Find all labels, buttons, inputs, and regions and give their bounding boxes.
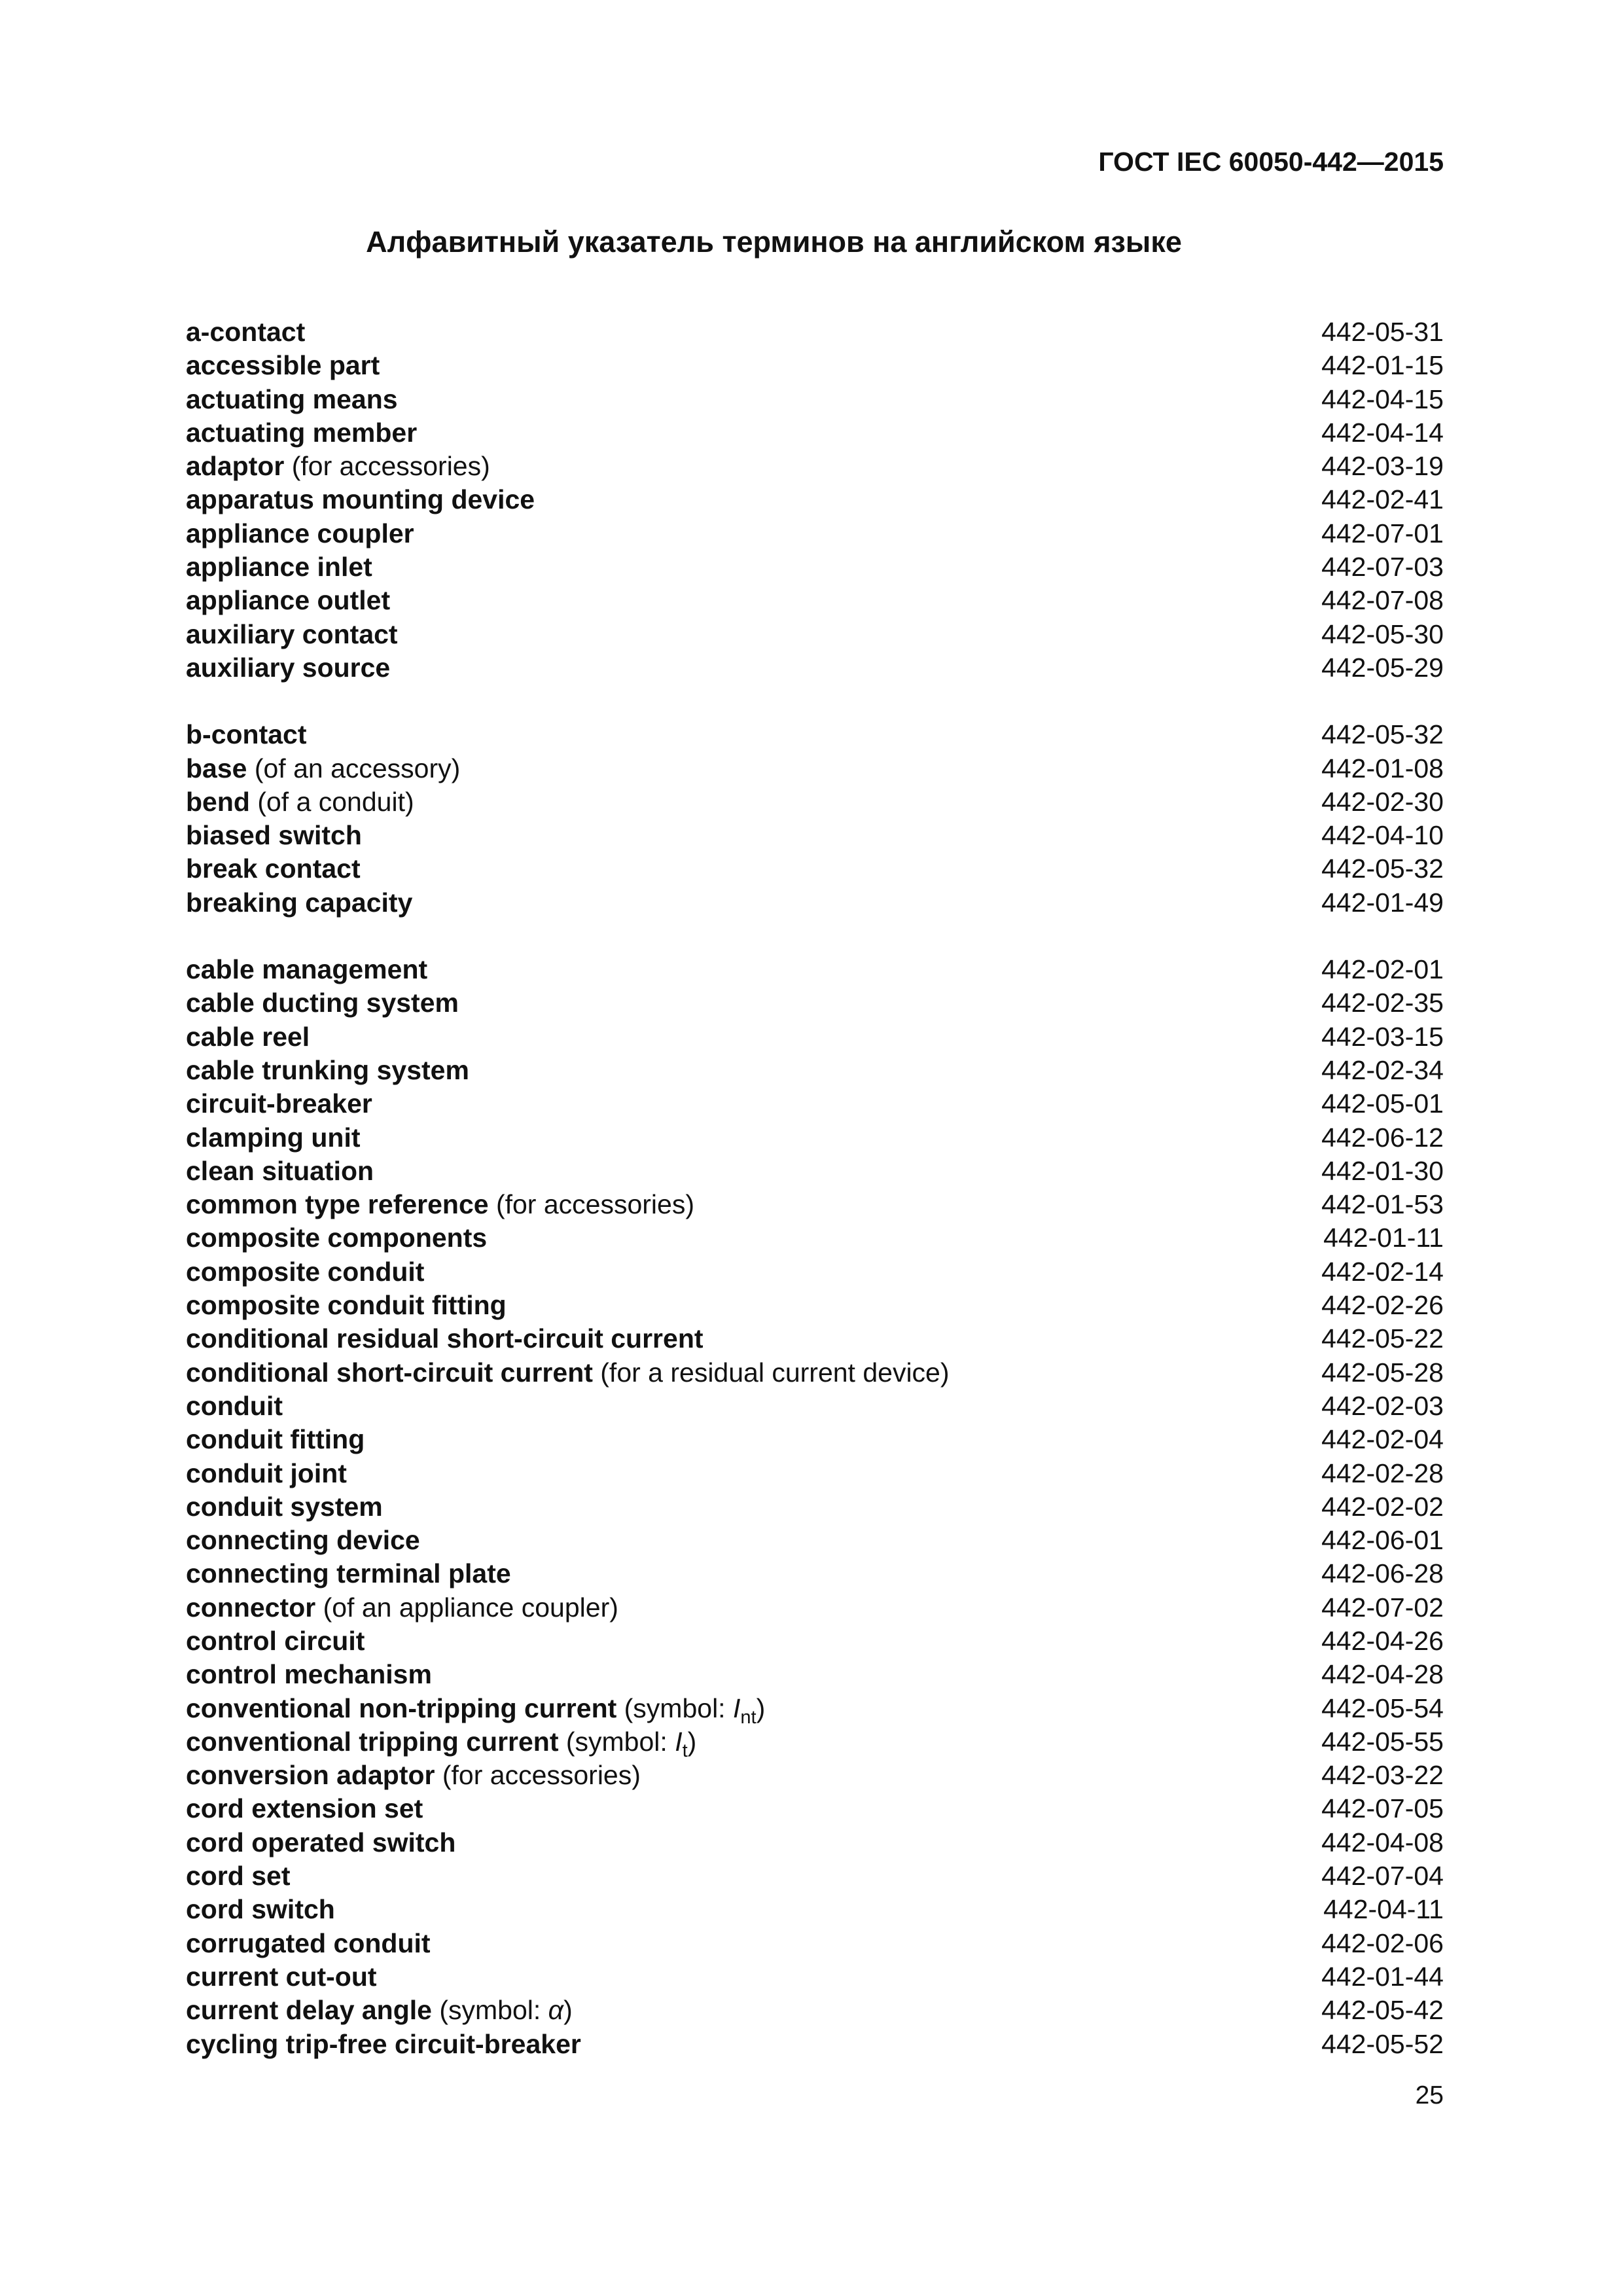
index-term: [186, 483, 535, 516]
index-entry: [186, 1859, 1444, 1893]
index-entry: [186, 886, 1444, 920]
index-term: [186, 819, 362, 852]
index-term: [186, 315, 305, 349]
index-term: [186, 852, 361, 886]
index-entry: [186, 1624, 1444, 1658]
index-term: [186, 584, 390, 617]
term-text: conventional tripping current: [186, 1726, 559, 1757]
index-term: [186, 1927, 431, 1960]
term-reference-number: 442-01-53: [1321, 1189, 1444, 1220]
index-entry: [186, 2028, 1444, 2061]
term-reference-number: 442-04-15: [1321, 384, 1444, 414]
index-entry: [186, 416, 1444, 450]
term-reference-number: 442-05-22: [1321, 1323, 1444, 1354]
term-qualifier: (of an accessory): [247, 753, 461, 783]
index-entry: [186, 1356, 1444, 1390]
term-reference-number: 442-05-42: [1321, 1995, 1444, 2026]
index-term: [186, 550, 372, 584]
term-text: composite components: [186, 1223, 488, 1253]
term-symbol: α: [548, 1995, 564, 2026]
term-reference-number: 442-05-32: [1321, 719, 1444, 750]
term-text: cord switch: [186, 1894, 335, 1925]
index-entry: [186, 752, 1444, 785]
term-reference-number: 442-07-02: [1321, 1592, 1444, 1623]
term-text: conduit fitting: [186, 1424, 365, 1455]
term-qualifier-end: ): [563, 1995, 573, 2026]
index-term: [186, 1087, 372, 1121]
term-text: accessible part: [186, 350, 380, 381]
term-text: biased switch: [186, 820, 362, 851]
index-title: Алфавитный указатель терминов на английском языке: [366, 225, 1182, 259]
term-text: breaking capacity: [186, 887, 413, 918]
index-term: [186, 1289, 507, 1322]
term-text: conditional short-circuit current: [186, 1357, 593, 1388]
index-term: [186, 1524, 420, 1557]
index-letter-group: [186, 718, 1444, 920]
index-term: [186, 1255, 424, 1289]
term-reference-number: 442-04-26: [1321, 1625, 1444, 1656]
term-text: connector: [186, 1592, 316, 1623]
index-term: [186, 517, 414, 550]
index-entry: [186, 1826, 1444, 1859]
index-term: [186, 1457, 347, 1490]
term-qualifier: (symbol:: [431, 1995, 548, 2026]
index-entry: [186, 450, 1444, 483]
term-text: break contact: [186, 853, 361, 884]
index-entry: [186, 1121, 1444, 1155]
term-reference-number: 442-03-19: [1321, 451, 1444, 482]
term-text: adaptor: [186, 451, 285, 482]
index-entry: [186, 852, 1444, 886]
term-reference-number: 442-07-04: [1321, 1861, 1444, 1892]
index-term: [186, 986, 459, 1020]
term-reference-number: 442-05-01: [1321, 1088, 1444, 1119]
term-reference-number: 442-01-49: [1321, 887, 1444, 918]
term-reference-number: 442-01-11: [1323, 1223, 1444, 1253]
term-text: corrugated conduit: [186, 1928, 431, 1958]
term-text: conduit system: [186, 1491, 383, 1522]
index-term: [186, 416, 417, 450]
term-text: apparatus mounting device: [186, 484, 535, 515]
index-entry: [186, 1188, 1444, 1221]
term-symbol: I: [675, 1726, 683, 1757]
index-term: [186, 1054, 469, 1087]
term-text: control circuit: [186, 1625, 365, 1656]
index-entry: [186, 1221, 1444, 1255]
term-qualifier: (symbol:: [558, 1726, 675, 1757]
term-reference-number: 442-02-03: [1321, 1390, 1444, 1421]
term-text: current cut-out: [186, 1961, 377, 1992]
term-reference-number: 442-06-12: [1321, 1122, 1444, 1153]
index-term: [186, 1356, 950, 1390]
index-entry: [186, 1423, 1444, 1456]
index-entry: [186, 315, 1444, 349]
term-text: base: [186, 753, 247, 783]
term-text: conduit: [186, 1390, 283, 1421]
term-reference-number: 442-02-01: [1321, 954, 1444, 985]
term-text: conditional residual short-circuit current: [186, 1323, 704, 1354]
term-text: cord extension set: [186, 1793, 423, 1824]
term-reference-number: 442-02-30: [1321, 786, 1444, 817]
index-term: [186, 1893, 335, 1926]
index-term: [186, 450, 490, 483]
index-entry: [186, 483, 1444, 516]
index-term: [186, 1658, 432, 1691]
index-entry: [186, 584, 1444, 617]
term-text: cord operated switch: [186, 1827, 456, 1857]
term-index-list: [186, 315, 1444, 2061]
index-term: [186, 1188, 694, 1221]
term-qualifier: (of a conduit): [249, 786, 414, 817]
term-qualifier: (symbol:: [616, 1693, 733, 1723]
index-entry: [186, 1390, 1444, 1423]
term-text: control mechanism: [186, 1659, 432, 1690]
index-entry: [186, 1087, 1444, 1121]
term-text: connecting terminal plate: [186, 1558, 511, 1589]
index-entry: [186, 1490, 1444, 1524]
term-reference-number: 442-07-08: [1321, 585, 1444, 616]
index-entry: [186, 1054, 1444, 1087]
index-term: [186, 1759, 641, 1792]
term-reference-number: 442-03-22: [1321, 1760, 1444, 1791]
index-entry: [186, 517, 1444, 550]
term-text: conduit joint: [186, 1458, 347, 1488]
term-reference-number: 442-05-54: [1321, 1693, 1444, 1723]
term-text: cable reel: [186, 1021, 310, 1052]
index-entry: [186, 1960, 1444, 1994]
term-qualifier: (for a residual current device): [592, 1357, 950, 1388]
index-entry: [186, 785, 1444, 819]
term-qualifier-end: ): [756, 1693, 766, 1723]
index-term: [186, 349, 380, 382]
index-entry: [186, 1692, 1444, 1728]
term-text: clamping unit: [186, 1122, 361, 1153]
term-text: current delay angle: [186, 1995, 432, 2026]
term-reference-number: 442-02-28: [1321, 1458, 1444, 1488]
term-reference-number: 442-02-04: [1321, 1424, 1444, 1455]
term-reference-number: 442-02-02: [1321, 1491, 1444, 1522]
index-term: [186, 1859, 291, 1893]
term-symbol-subscript: nt: [740, 1706, 757, 1728]
term-reference-number: 442-04-11: [1323, 1894, 1444, 1925]
term-text: auxiliary source: [186, 652, 391, 683]
term-reference-number: 442-04-28: [1321, 1659, 1444, 1690]
term-text: composite conduit fitting: [186, 1290, 507, 1321]
term-text: a-contact: [186, 317, 306, 347]
term-qualifier: (for accessories): [435, 1760, 641, 1791]
index-entry: [186, 1725, 1444, 1759]
term-reference-number: 442-06-28: [1321, 1558, 1444, 1589]
index-entry: [186, 1322, 1444, 1355]
index-entry: [186, 1994, 1444, 2027]
term-reference-number: 442-03-15: [1321, 1021, 1444, 1052]
index-entry: [186, 1927, 1444, 1960]
term-reference-number: 442-04-08: [1321, 1827, 1444, 1857]
term-reference-number: 442-01-30: [1321, 1155, 1444, 1186]
index-entry: [186, 1155, 1444, 1188]
index-entry: [186, 1524, 1444, 1557]
term-symbol-subscript: t: [682, 1740, 688, 1761]
term-text: appliance coupler: [186, 518, 414, 548]
index-term: [186, 1624, 365, 1658]
term-reference-number: 442-02-14: [1321, 1256, 1444, 1287]
term-text: actuating means: [186, 384, 398, 414]
index-entry: [186, 651, 1444, 685]
term-text: cycling trip-free circuit-breaker: [186, 2028, 581, 2059]
index-entry: [186, 1020, 1444, 1054]
index-entry: [186, 1658, 1444, 1691]
term-reference-number: 442-01-15: [1321, 350, 1444, 381]
term-text: conversion adaptor: [186, 1760, 435, 1791]
term-reference-number: 442-05-52: [1321, 2028, 1444, 2059]
index-term: [186, 886, 412, 920]
term-reference-number: 442-06-01: [1321, 1525, 1444, 1556]
index-letter-group: [186, 953, 1444, 2061]
term-text: appliance inlet: [186, 552, 372, 583]
index-term: [186, 1322, 704, 1355]
term-text: conventional non-tripping current: [186, 1693, 617, 1723]
index-entry: [186, 718, 1444, 751]
index-entry: [186, 550, 1444, 584]
term-reference-number: 442-07-03: [1321, 552, 1444, 583]
index-term: [186, 618, 398, 651]
term-reference-number: 442-01-08: [1321, 753, 1444, 783]
term-reference-number: 442-05-30: [1321, 619, 1444, 649]
term-reference-number: 442-04-14: [1321, 417, 1444, 448]
term-reference-number: 442-02-06: [1321, 1928, 1444, 1958]
term-text: connecting device: [186, 1525, 420, 1556]
term-reference-number: 442-05-55: [1321, 1726, 1444, 1757]
term-reference-number: 442-02-26: [1321, 1290, 1444, 1321]
index-term: [186, 1591, 618, 1624]
index-term: [186, 1792, 423, 1825]
index-entry: [186, 986, 1444, 1020]
index-term: [186, 1994, 573, 2027]
term-text: common type reference: [186, 1189, 489, 1220]
index-entry: [186, 1893, 1444, 1926]
term-text: cable ducting system: [186, 988, 459, 1018]
index-entry: [186, 1557, 1444, 1590]
term-text: bend: [186, 786, 250, 817]
index-entry: [186, 1792, 1444, 1825]
index-entry: [186, 349, 1444, 382]
term-text: actuating member: [186, 417, 418, 448]
index-term: [186, 953, 427, 986]
index-entry: [186, 953, 1444, 986]
term-reference-number: 442-07-01: [1321, 518, 1444, 548]
term-text: auxiliary contact: [186, 619, 398, 649]
index-entry: [186, 1255, 1444, 1289]
index-term: [186, 1557, 511, 1590]
index-term: [186, 1221, 487, 1255]
index-letter-group: [186, 315, 1444, 685]
term-text: appliance outlet: [186, 585, 391, 616]
page-number: 25: [1415, 2081, 1444, 2109]
document-code: ГОСТ IEC 60050-442—2015: [1098, 147, 1444, 177]
index-term: [186, 1423, 365, 1456]
index-term: [186, 1960, 377, 1994]
index-entry: [186, 383, 1444, 416]
term-reference-number: 442-05-32: [1321, 853, 1444, 884]
term-text: cable management: [186, 954, 428, 985]
term-qualifier: (of an appliance coupler): [315, 1592, 618, 1623]
index-term: [186, 2028, 581, 2061]
index-term: [186, 651, 390, 685]
index-term: [186, 1390, 283, 1423]
term-qualifier: (for accessories): [284, 451, 490, 482]
term-reference-number: 442-05-28: [1321, 1357, 1444, 1388]
index-term: [186, 1692, 766, 1728]
term-reference-number: 442-02-35: [1321, 988, 1444, 1018]
index-term: [186, 718, 307, 751]
term-reference-number: 442-05-29: [1321, 652, 1444, 683]
index-term: [186, 1020, 310, 1054]
term-text: cord set: [186, 1861, 291, 1892]
term-text: composite conduit: [186, 1256, 425, 1287]
index-term: [186, 1725, 696, 1759]
index-term: [186, 752, 460, 785]
index-entry: [186, 819, 1444, 852]
term-qualifier-end: ): [687, 1726, 697, 1757]
term-reference-number: 442-07-05: [1321, 1793, 1444, 1824]
index-entry: [186, 1759, 1444, 1792]
term-reference-number: 442-05-31: [1321, 317, 1444, 347]
index-term: [186, 383, 398, 416]
index-term: [186, 1490, 383, 1524]
term-qualifier: (for accessories): [488, 1189, 694, 1220]
index-entry: [186, 1289, 1444, 1322]
term-symbol: I: [732, 1693, 741, 1723]
index-term: [186, 1826, 455, 1859]
term-text: b-contact: [186, 719, 307, 750]
index-term: [186, 1155, 374, 1188]
term-reference-number: 442-01-44: [1321, 1961, 1444, 1992]
index-entry: [186, 618, 1444, 651]
term-text: clean situation: [186, 1155, 374, 1186]
index-term: [186, 1121, 361, 1155]
term-text: cable trunking system: [186, 1054, 469, 1085]
index-entry: [186, 1591, 1444, 1624]
term-text: circuit-breaker: [186, 1088, 372, 1119]
index-entry: [186, 1457, 1444, 1490]
term-reference-number: 442-02-34: [1321, 1054, 1444, 1085]
index-term: [186, 785, 414, 819]
term-reference-number: 442-04-10: [1321, 820, 1444, 851]
term-reference-number: 442-02-41: [1321, 484, 1444, 515]
